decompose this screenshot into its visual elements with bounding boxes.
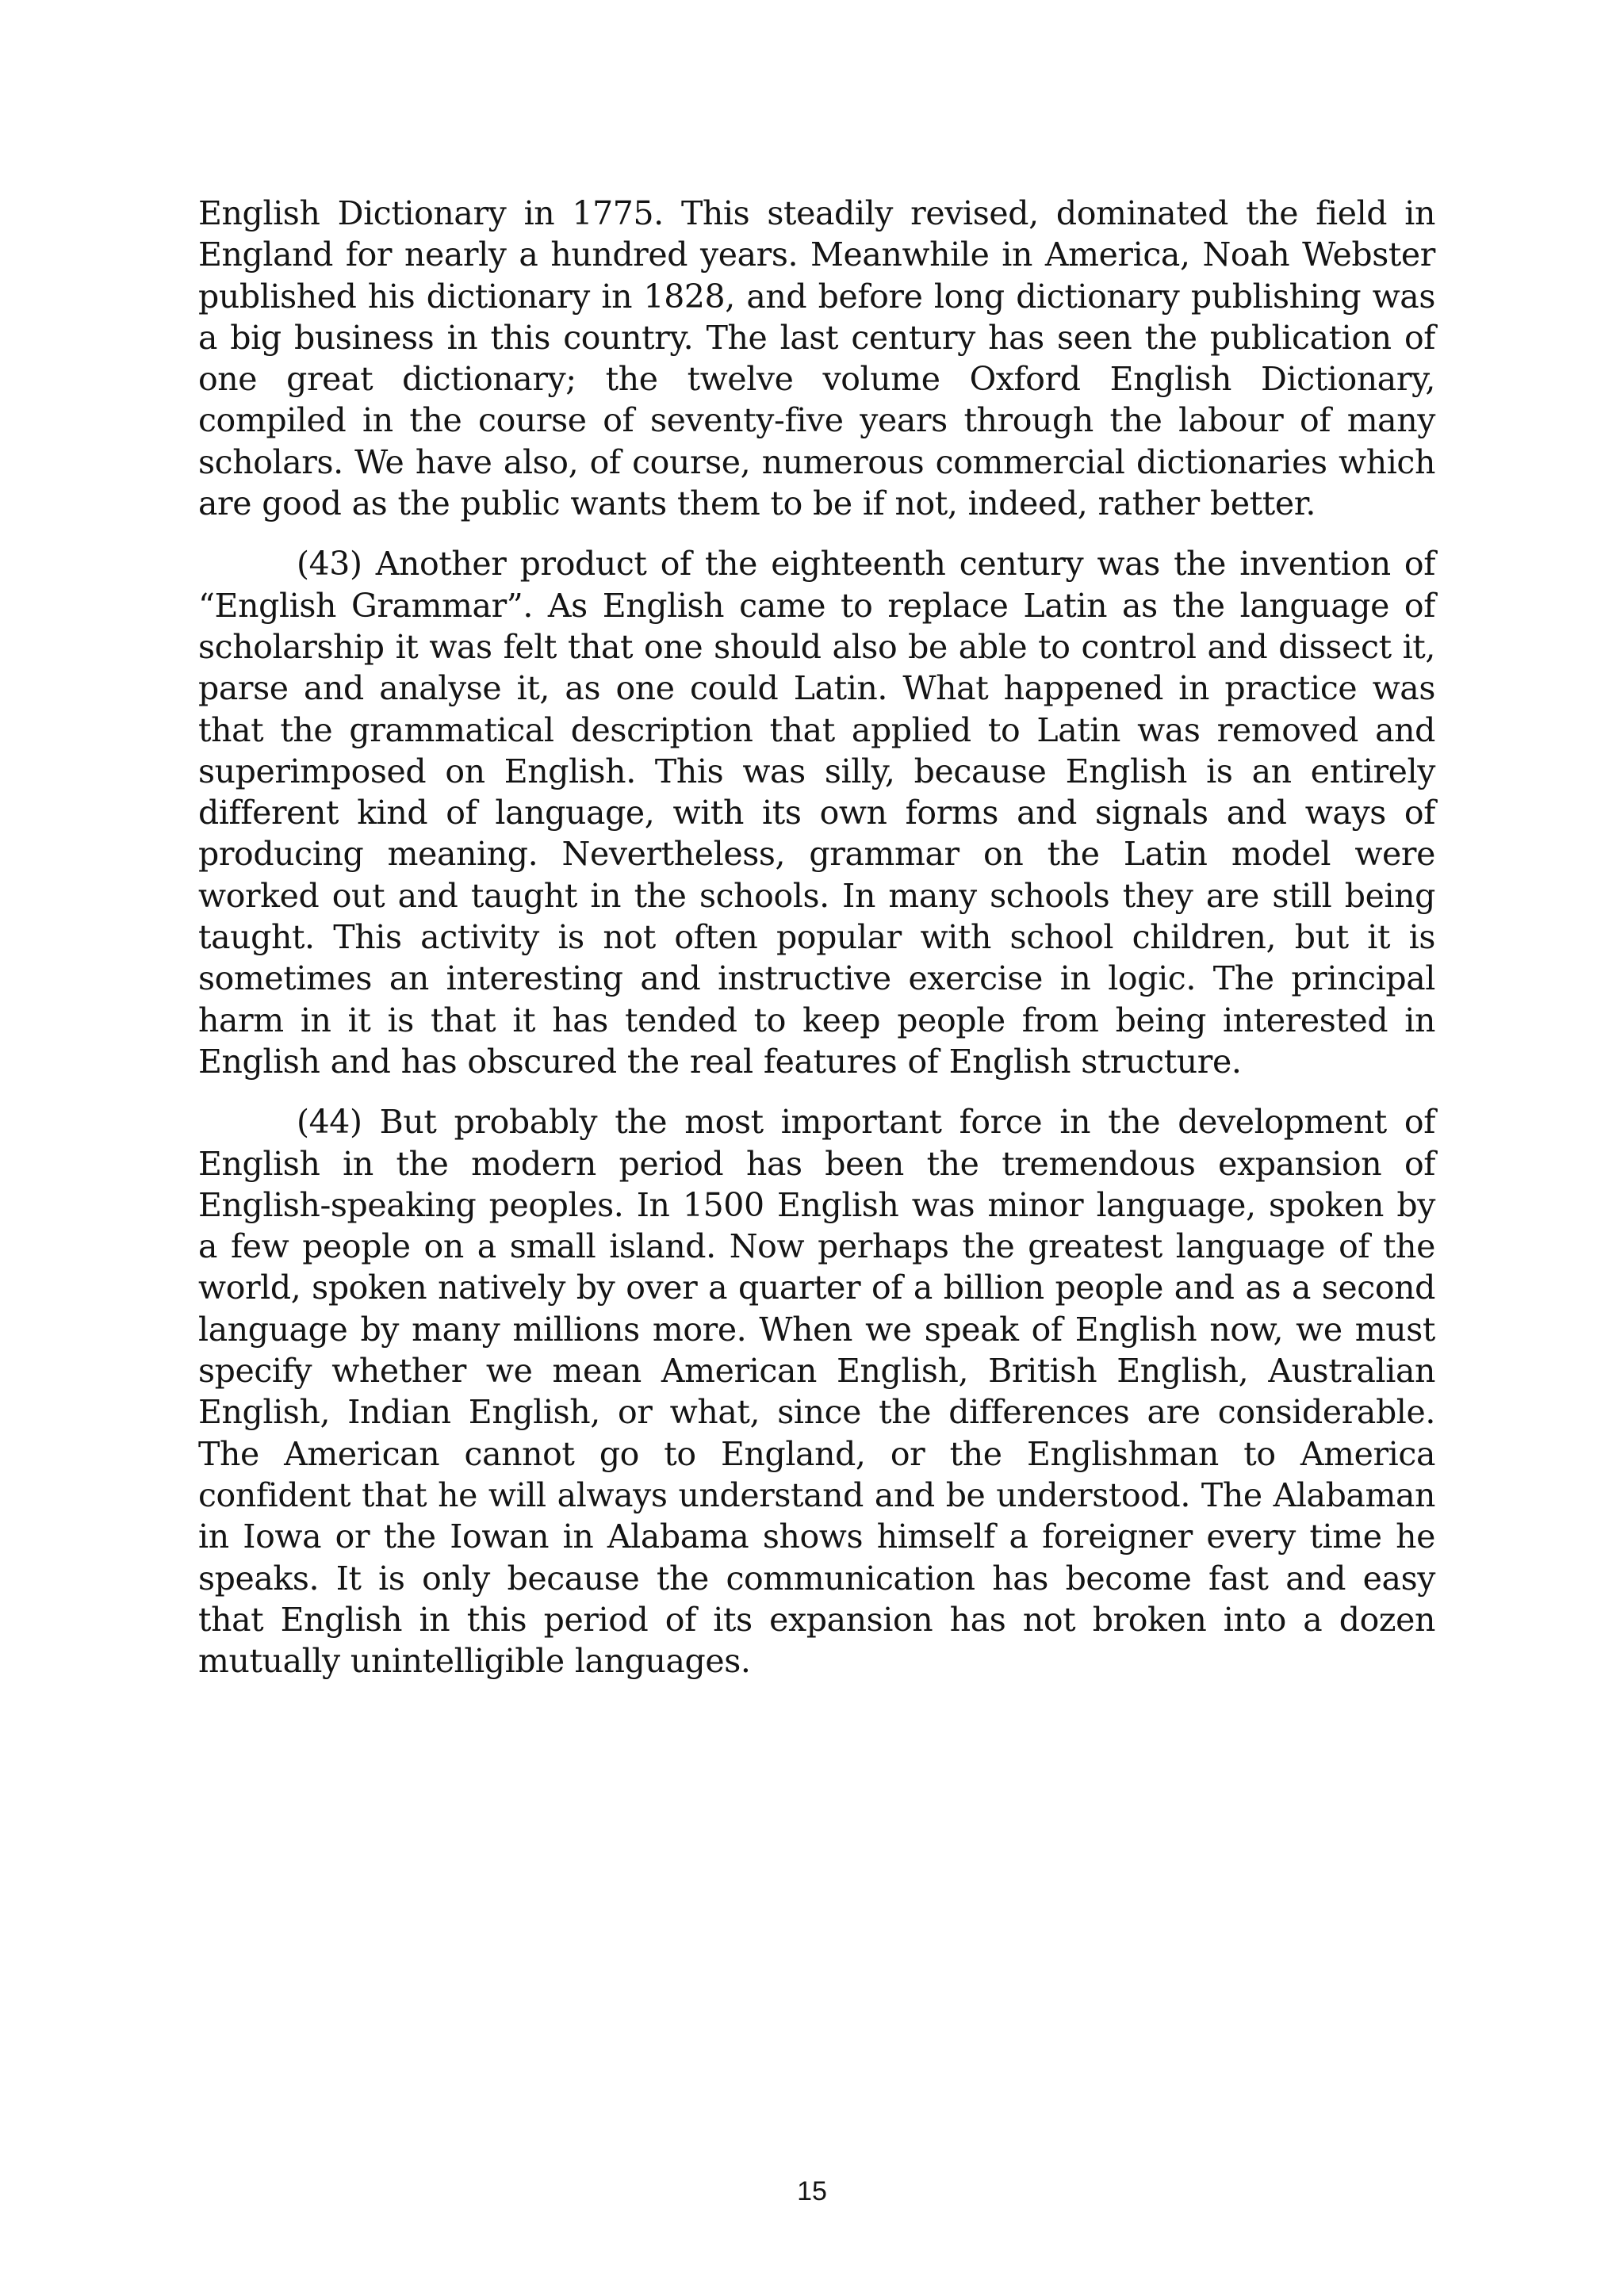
body-text <box>198 193 1435 1701</box>
page-number: 15 <box>797 2176 827 2206</box>
paragraph-continued: English Dictionary in 1775. This steadily revised, dominated the field in England for nearly a hundred years. Meanwhile in America, Noah Webster published his dictionary in 1828, and before long dictionary publishing was a big business in this country. The last century has seen the publication of one great dictionary; the twelve volume Oxford English Dictionary, compiled in the course of seventy-five years through the labour of many scholars. We have also, of course, numerous commercial dictionaries which are good as the public wants them to be if not, indeed, rather better. <box>198 194 1435 523</box>
paragraph-44: (44) But probably the most important force in the development of English in the modern period has been the tremendous expansion of English-speaking peoples. In 1500 English was minor language, spoken by a few people on a small island. Now perhaps the greatest language of the world, spoken natively by over a quarter of a billion people and as a second language by many millions more. When we speak of English now, we must specify whether we mean American English, British English, Australian English, Indian English, or what, since the differences are considerable. The American cannot go to England, or the Englishman to America confident that he will always understand and be understood. The Alabaman in Iowa or the Iowan in Alabama shows himself a foreigner every time he speaks. It is only because the communication has become fast and easy that English in this period of its expansion has not broken into a dozen mutually unintelligible languages. <box>198 1103 1435 1681</box>
paragraph-43: (43) Another product of the eighteenth century was the invention of “English Grammar”. As English came to replace Latin as the language of scholarship it was felt that one should also be able to control and dissect it, parse and analyse it, as one could Latin. What happened in practice was that the grammatical description that applied to Latin was removed and superimposed on English. This was silly, because English is an entirely different kind of language, with its own forms and signals and ways of producing meaning. Nevertheless, grammar on the Latin model were worked out and taught in the schools. In many schools they are still being taught. This activity is not often popular with school children, but it is sometimes an interesting and instructive exercise in logic. The principal harm in it is that it has tended to keep people from being interested in English and has obscured the real features of English structure. <box>198 545 1435 1081</box>
